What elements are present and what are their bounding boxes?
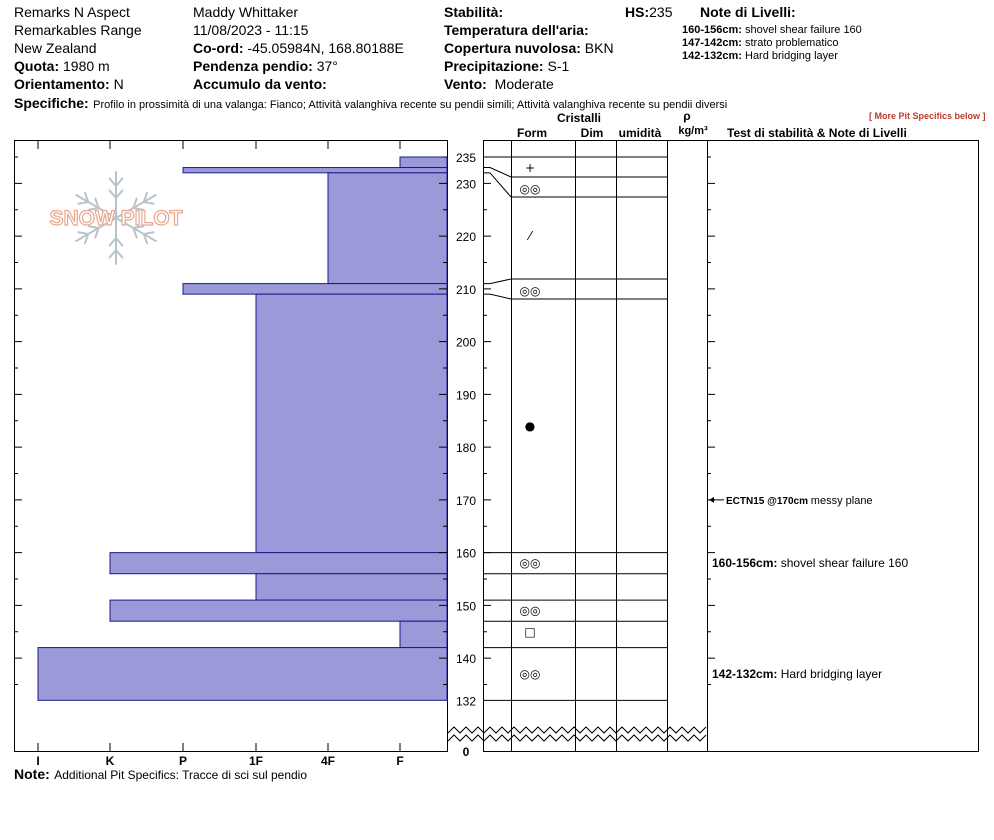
depth-label: 180 [455,441,477,456]
layer-note-text: Hard bridging layer [745,50,838,62]
coord-value: -45.05984N, 168.80188E [247,40,404,56]
air-temp-label: Temperatura dell'aria: [444,22,589,38]
hardness-bars [38,157,447,700]
depth-label: 150 [455,599,477,614]
grain-form-symbol: ● [524,419,536,434]
grain-form-symbol: ◎◎ [519,603,541,618]
depth-label: 0 [462,745,470,759]
hardness-label: 1F [248,754,264,768]
elevation-value: 1980 m [63,58,110,74]
depth-label: 230 [455,177,477,192]
grain-form-symbol: ◎◎ [519,556,541,571]
hardness-label: 4F [320,754,336,768]
grain-forms [520,161,541,681]
grain-form-symbol: ◎◎ [519,284,541,298]
layer-note-range: 142-132cm: [682,50,742,62]
wind-value: Moderate [494,76,554,92]
specifics-value: Profilo in prossimità di una valanga: Fianco; Attività valanghiva recente su pendii simili; Attività valanghiva recente su pendii diversi [93,99,728,111]
test-arrowhead [709,497,714,503]
test-notes [709,495,908,681]
moisture-header: umidità [618,126,662,140]
layer-connector [483,173,511,197]
size-header: Dim [580,126,604,140]
layer-note-label [712,667,882,681]
hardness-label: F [396,754,404,768]
hardness-bar [400,157,447,168]
test-note-comment: messy plane [810,494,873,507]
depth-label: 235 [455,151,477,165]
stability-label: Stabilità: [444,4,504,20]
header-observer: Maddy Whittaker [193,4,299,20]
layer-note-label [712,556,908,570]
depth-label: 132 [455,694,477,709]
hardness-label: I [36,754,40,768]
hardness-bar [328,173,447,284]
footer-note [14,766,307,784]
density-unit-header: kg/m³ [678,125,708,137]
notes-header: Test di stabilità & Note di Livelli [727,126,907,140]
flake-branch [144,232,154,234]
hardness-bar [110,553,447,574]
hardness-bar [183,284,447,295]
test-note-code: ECTN15 @170cm [726,495,811,507]
layer-note-comment: Hard bridging layer [780,666,883,681]
wind-label: Vento: [444,76,487,92]
sky-label: Copertura nuvolosa: [444,40,581,56]
header-range: Remarkables Range [14,22,142,38]
slope-label: Pendenza pendio: [193,58,313,74]
depth-label: 160 [455,546,477,561]
footer-note-label: Note: [14,766,50,782]
coord-label: Co-ord: [193,40,244,56]
layer-note-range: 147-142cm: [682,37,742,49]
precip-value: S-1 [547,58,570,74]
layer-note-range: 160-156cm: [682,24,742,36]
rho-header: ρ [683,109,691,123]
header-country: New Zealand [14,40,97,56]
hardness-bar [256,294,447,552]
grain-form-symbol: ⁄ [528,229,532,244]
hardness-bar [110,600,447,621]
flake-branch [78,232,88,234]
crystals-header: Cristalli [556,111,602,125]
hs-value: 235 [649,4,673,20]
layer-note-comment: shovel shear failure 160 [780,556,909,571]
grain-form-symbol: □ [524,624,536,639]
precip-label: Precipitazione: [444,58,544,74]
snowpilot-logo [50,172,183,264]
grain-form-symbol: ◎◎ [519,666,541,681]
depth-label: 220 [455,230,477,245]
hardness-label: K [105,754,115,768]
layer-note-text: strato problematico [745,37,839,49]
form-header: Form [517,126,547,140]
layer-notes-title: Note di Livelli: [700,4,796,20]
header-location: Remarks N Aspect [14,4,130,20]
grain-form-symbol: ◎◎ [519,182,541,196]
elevation-label: Quota: [14,58,60,74]
specifics-label: Specifiche: [14,95,89,111]
flake-branch [144,202,154,204]
aspect-value: N [113,76,124,92]
layer-connector [483,168,511,177]
flake-branch [78,202,88,204]
hardness-bar [38,648,447,701]
aspect-label: Orientamento: [14,76,110,92]
wind-loading-label: Accumulo da vento: [193,76,327,92]
header-datetime: 11/08/2023 - 11:15 [193,22,309,38]
depth-label: 210 [455,282,477,297]
test-note [726,495,873,507]
more-specifics-link[interactable]: [ More Pit Specifics below ] [869,111,986,121]
layer-note-range: 142-132cm: [712,666,781,681]
slope-value: 37° [316,58,338,74]
logo-text: SNOW PILOT [49,207,183,230]
sky-value: BKN [584,40,614,56]
grain-form-symbol: + [524,161,536,175]
hardness-label: P [178,754,188,768]
layer-connector [483,294,511,299]
layer-connector [483,279,511,284]
depth-label: 140 [455,652,477,667]
layer-note-range: 160-156cm: [712,556,781,571]
depth-label: 200 [455,335,477,350]
hs-label: HS: [625,4,650,20]
depth-label: 170 [455,493,477,508]
hardness-bar [400,621,447,647]
hardness-bar [256,574,447,600]
hardness-bar [183,168,447,173]
footer-note-value: Additional Pit Specifics: Tracce di sci sul pendio [54,768,308,782]
layer-note-text: shovel shear failure 160 [745,24,862,36]
depth-label: 190 [455,388,477,403]
